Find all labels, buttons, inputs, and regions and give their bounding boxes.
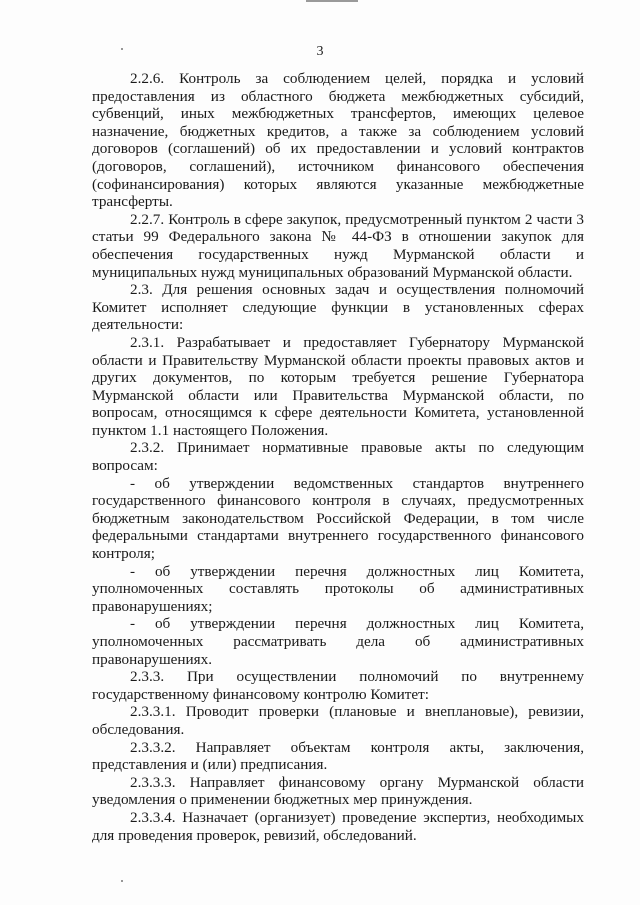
list-item-standards: - об утверждении ведомственных стандартов внутреннего государственного финансового контроля в случаях, предусмотренных бюджетным законодательством Российской Федерации, в том числе федеральными стандартами внутреннего государственного финансового контроля; — [92, 474, 584, 563]
document-body — [92, 70, 584, 844]
paragraph-2-3-3-1: 2.3.3.1. Проводит проверки (плановые и внеплановые), ревизии, обследования. — [92, 703, 584, 738]
scan-speck — [121, 880, 123, 882]
list-item-cases: - об утверждении перечня должностных лиц Комитета, уполномоченных рассматривать дела об административных правонарушениях. — [92, 615, 584, 668]
page-number: 3 — [316, 44, 324, 59]
scan-top-rule — [306, 0, 358, 2]
paragraph-2-3-3-3: 2.3.3.3. Направляет финансовому органу Мурманской области уведомления о применении бюджетных мер принуждения. — [92, 773, 584, 809]
paragraph-2-3-3-4: 2.3.3.4. Назначает (организует) проведение экспертиз, необходимых для проведения проверок, ревизий, обследований. — [92, 808, 584, 844]
paragraph-2-2-7: 2.2.7. Контроль в сфере закупок, предусмотренный пунктом 2 части 3 статьи 99 Федерального закона № 44-ФЗ в отношении закупок для обеспечения государственных нужд Мурманской области и муниципальных нужд муниципальных образований Мурманской области. — [92, 210, 584, 281]
paragraph-2-3: 2.3. Для решения основных задач и осуществления полномочий Комитет исполняет следующие функции в установленных сферах деятельности: — [92, 281, 584, 334]
paragraph-2-3-3: 2.3.3. При осуществлении полномочий по внутреннему государственному финансовому контролю Комитет: — [92, 668, 584, 703]
paragraph-2-2-6: 2.2.6. Контроль за соблюдением целей, порядка и условий предоставления из областного бюджета межбюджетных субсидий, субвенций, иных межбюджетных трансфертов, имеющих целевое назначение, бюджетных кредитов, а также за соблюдением условий договоров (соглашений) об их предоставлении и условий контрактов (договоров, соглашений), источником финансового обеспечения (софинансирования) которых являются указанные межбюджетные трансферты. — [92, 70, 584, 211]
paragraph-2-3-3-2: 2.3.3.2. Направляет объектам контроля акты, заключения, представления и (или) предписания. — [92, 738, 584, 774]
paragraph-2-3-2: 2.3.2. Принимает нормативные правовые акты по следующим вопросам: — [92, 439, 584, 475]
paragraph-2-3-1: 2.3.1. Разрабатывает и предоставляет Губернатору Мурманской области и Правительству Мурманской области проекты правовых актов и других документов, по которым требуется решение Губернатора Мурманской области или Правительства Мурманской области, по вопросам, относящимся к сфере деятельности Комитета, установленной пунктом 1.1 настоящего Положения. — [92, 333, 584, 439]
list-item-protocols: - об утверждении перечня должностных лиц Комитета, уполномоченных составлять протоколы об административных правонарушениях; — [92, 562, 584, 615]
